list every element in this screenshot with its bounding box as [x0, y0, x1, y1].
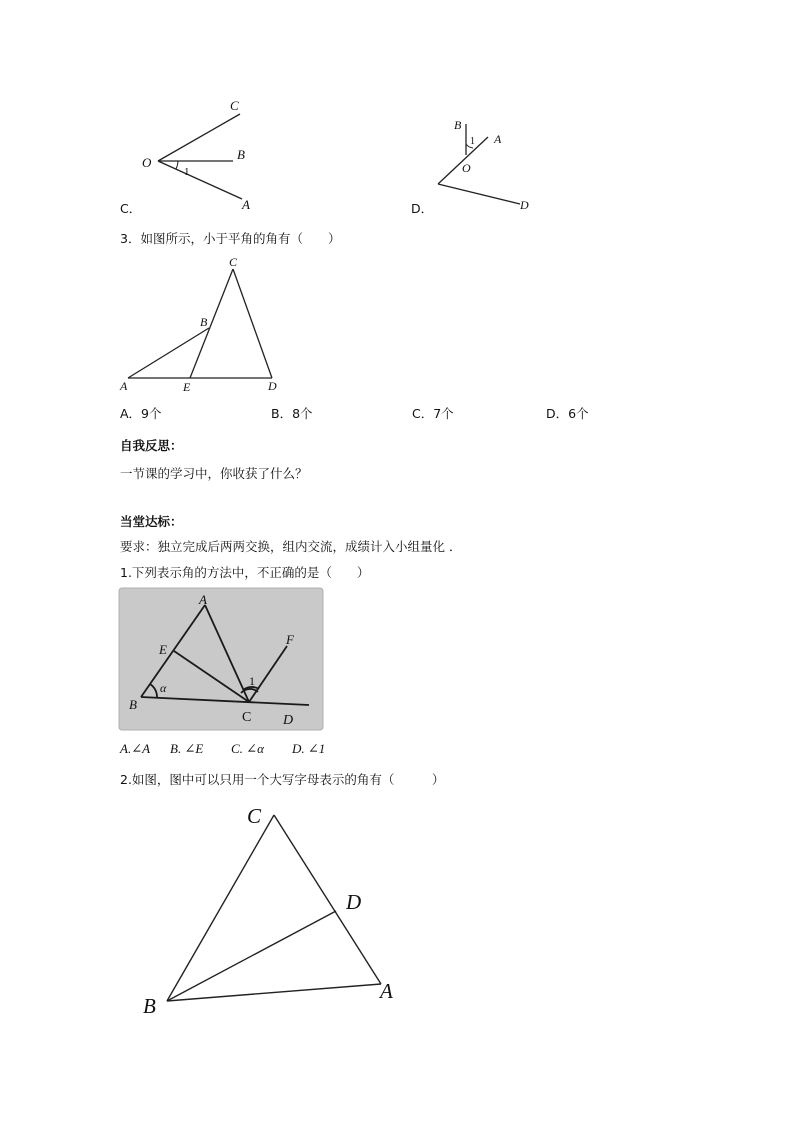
- point-label-c: C: [229, 255, 238, 269]
- point-label-a: A: [494, 132, 502, 146]
- angle-one-label: 1: [249, 674, 255, 688]
- alpha-label: α: [160, 681, 167, 695]
- reflection-heading: 自我反思：: [120, 438, 183, 453]
- q1-stem: 1.下列表示角的方法中，不正确的是（ ）: [120, 565, 370, 580]
- angle-mark-1: 1: [184, 166, 190, 178]
- point-label-d: D: [268, 379, 277, 393]
- point-label-a: A: [242, 197, 250, 212]
- q2-triangle-figure: [135, 800, 415, 1025]
- point-label-b: B: [454, 118, 462, 132]
- q1-option-b: B. ∠E: [170, 741, 204, 756]
- q1-option-a: A.∠A: [120, 741, 151, 756]
- reflection-prompt: 一节课的学习中，你收获了什么？: [120, 466, 308, 481]
- q1-option-c: C. ∠α: [231, 741, 264, 756]
- q3-triangle-figure: [118, 252, 288, 397]
- q3-option-c: C．7个: [412, 406, 454, 421]
- point-label-b: B: [143, 994, 156, 1018]
- point-label-a: A: [199, 592, 207, 607]
- point-label-d: D: [520, 198, 529, 212]
- q2-stem: 2.如图，图中可以只用一个大写字母表示的角有（ ）: [120, 772, 445, 787]
- point-label-b: B: [237, 147, 245, 162]
- point-label-b: B: [200, 315, 208, 329]
- point-label-d: D: [346, 890, 362, 914]
- point-label-a: A: [120, 379, 128, 393]
- point-label-c: C: [242, 710, 252, 725]
- angle-mark-1: 1: [470, 136, 475, 147]
- option-c-label: C．: [120, 201, 142, 216]
- figure-option-d: [430, 110, 550, 215]
- point-label-e: E: [183, 380, 191, 394]
- point-label-c: C: [230, 98, 239, 113]
- figure-option-c: [120, 95, 280, 215]
- q3-option-d: D．6个: [546, 406, 589, 421]
- practice-heading: 当堂达标：: [120, 514, 183, 529]
- point-label-e: E: [159, 642, 167, 657]
- point-label-f: F: [286, 632, 294, 647]
- practice-requirement: 要求：独立完成后两两交换，组内交流，成绩计入小组量化 ．: [120, 539, 462, 554]
- point-label-o: O: [142, 155, 152, 170]
- q1-option-d: D. ∠1: [292, 741, 326, 756]
- q1-photo-figure: [119, 588, 323, 730]
- q3-option-b: B．8个: [271, 406, 313, 421]
- q3-stem: 3．如图所示，小于平角的角有（ ）: [120, 231, 341, 246]
- point-label-a: A: [380, 979, 393, 1003]
- q3-option-a: A．9个: [120, 406, 162, 421]
- option-d-label: D．: [411, 201, 434, 216]
- point-label-b: B: [129, 697, 137, 712]
- point-label-c: C: [247, 804, 262, 828]
- point-label-o: O: [462, 161, 471, 175]
- point-label-d: D: [283, 713, 294, 728]
